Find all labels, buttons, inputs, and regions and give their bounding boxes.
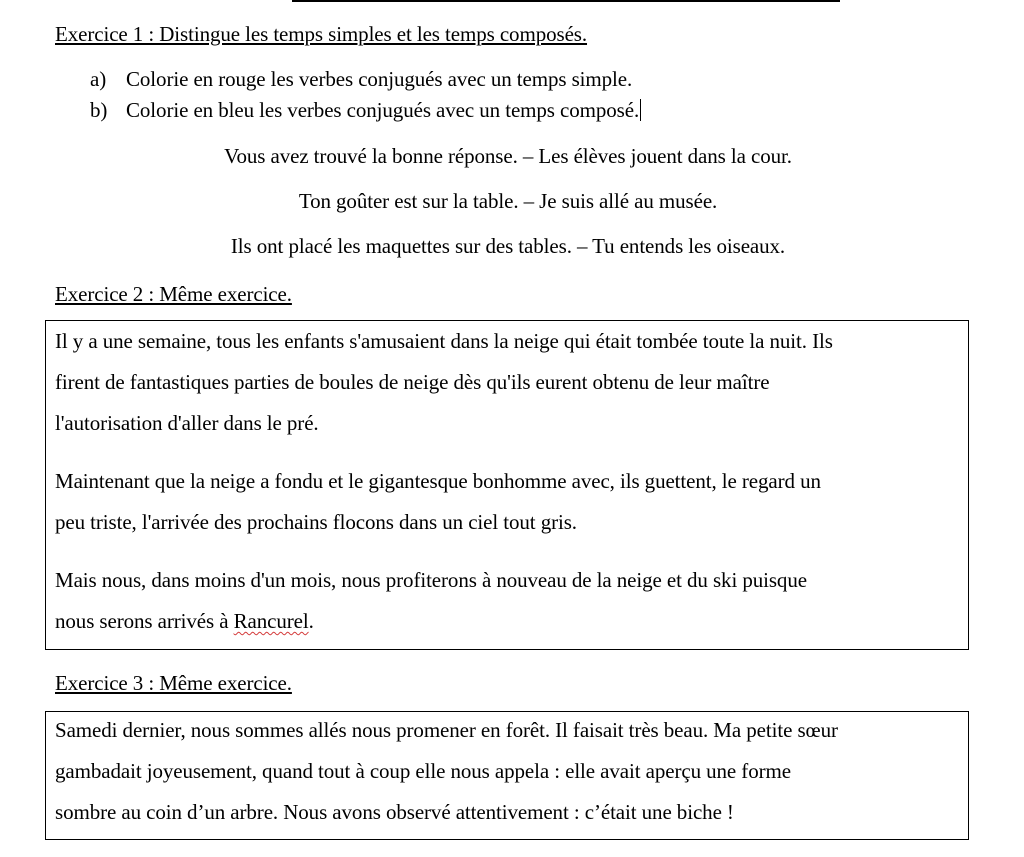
sentence-line-1: Vous avez trouvé la bonne réponse. – Les élèves jouent dans la cour. [224, 144, 792, 168]
paragraph-line: Samedi dernier, nous sommes allés nous promener en forêt. Il faisait très beau. Ma petite sœur [55, 718, 838, 742]
exercise-2-title: Exercice 2 : Même exercice. [55, 282, 292, 306]
list-marker-a: a) [90, 67, 107, 91]
instruction-a-text: Colorie en rouge les verbes conjugués avec un temps simple. [126, 67, 633, 91]
list-marker-b: b) [90, 98, 108, 122]
sentence-line-3: Ils ont placé les maquettes sur des tables. – Tu entends les oiseaux. [230, 234, 786, 258]
paragraph-line: sombre au coin d’un arbre. Nous avons observé attentivement : c’était une biche ! [55, 800, 734, 824]
spellcheck-flagged-word[interactable]: Rancurel [233, 609, 309, 633]
paragraph-line: Il y a une semaine, tous les enfants s'amusaient dans la neige qui était tombée toute la nuit. Ils [55, 329, 833, 353]
exercise-3-paragraph [55, 710, 967, 833]
exercise-3-title: Exercice 3 : Même exercice. [55, 671, 292, 695]
line-suffix: . [308, 609, 314, 633]
paragraph-line: firent de fantastiques parties de boules de neige dès qu'ils eurent obtenu de leur maître [55, 370, 770, 394]
exercise-1-title: Exercice 1 : Distingue les temps simples et les temps composés. [55, 22, 588, 46]
instruction-a [90, 66, 632, 92]
paragraph-line: gambadait joyeusement, quand tout à coup elle nous appela : elle avait aperçu une forme [55, 759, 791, 783]
exercise-2-paragraph-2 [55, 461, 967, 543]
paragraph-line: l'autorisation d'aller dans le pré. [55, 411, 319, 435]
exercise-2-paragraph-3 [55, 560, 967, 642]
top-divider [292, 0, 840, 2]
paragraph-line: Mais nous, dans moins d'un mois, nous profiterons à nouveau de la neige et du ski puisque [55, 568, 807, 592]
exercise-2-paragraph-1 [55, 321, 967, 444]
paragraph-line: peu triste, l'arrivée des prochains flocons dans un ciel tout gris. [55, 510, 577, 534]
instruction-b-text[interactable]: Colorie en bleu les verbes conjugués avec un temps composé. [126, 98, 640, 122]
paragraph-line [55, 601, 967, 642]
text-cursor [640, 99, 641, 121]
sentence-line-2: Ton goûter est sur la table. – Je suis allé au musée. [298, 189, 718, 213]
instruction-b[interactable] [90, 97, 641, 123]
line-prefix: nous serons arrivés à [55, 609, 234, 633]
paragraph-line: Maintenant que la neige a fondu et le gigantesque bonhomme avec, ils guettent, le regard un [55, 469, 821, 493]
